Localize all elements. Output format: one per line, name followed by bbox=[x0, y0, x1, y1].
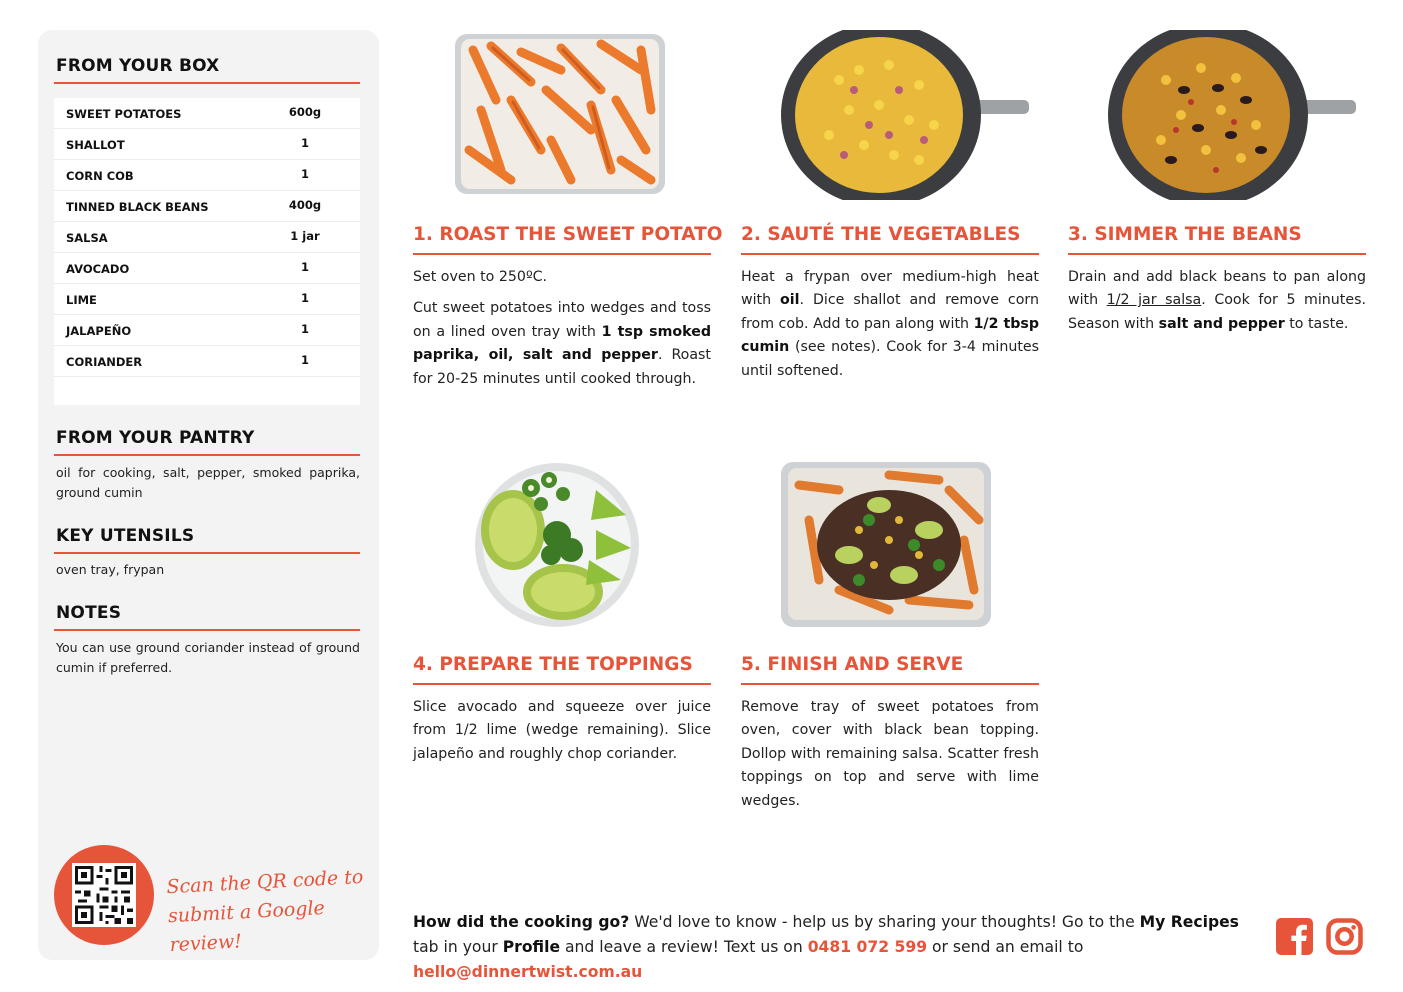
email-link[interactable]: hello@dinnertwist.com.au bbox=[413, 963, 643, 981]
step-text: . Roast for 20-25 minutes until cooked through. bbox=[413, 347, 711, 387]
step-text-bold: salt and pepper bbox=[1158, 315, 1285, 332]
divider bbox=[741, 253, 1039, 255]
notes-text: You can use ground coriander instead of ground cumin if preferred. bbox=[56, 640, 360, 675]
divider bbox=[54, 552, 360, 554]
simmered-beans-image bbox=[1106, 30, 1358, 200]
step-title: 2. SAUTÉ THE VEGETABLES bbox=[741, 224, 1021, 245]
ingredient-row bbox=[54, 253, 360, 284]
sauteed-vegetables-image bbox=[779, 30, 1031, 200]
ingredient-name: JALAPEÑO bbox=[66, 324, 132, 338]
step-text-bold: oil bbox=[780, 292, 800, 309]
ingredient-qty: 1 bbox=[300, 322, 309, 336]
step-text: Heat a frypan over medium-high heat with bbox=[741, 269, 1039, 309]
ingredient-qty: 1 bbox=[300, 291, 309, 305]
ingredient-qty: 1 bbox=[300, 260, 309, 274]
step-text: . Dice shallot and remove corn from cob. Add to pan along with bbox=[741, 292, 1039, 332]
step-body bbox=[741, 266, 1039, 391]
step-text: Remove tray of sweet potatoes from oven, cover with black bean topping. Dollop with remaining salsa. Scatter fresh toppings on top and serve with lime wedges. bbox=[741, 699, 1039, 809]
step-text-bold: 1/2 tbsp cumin bbox=[741, 315, 1039, 356]
step-text-underline: 1/2 jar salsa bbox=[1106, 292, 1202, 309]
ingredient-row bbox=[54, 315, 360, 346]
toppings-image bbox=[471, 460, 643, 630]
step-text: Drain and add black beans to pan along with bbox=[1068, 269, 1366, 309]
step-text: Set oven to 250ºC. bbox=[413, 269, 548, 285]
divider bbox=[413, 683, 711, 685]
review-prompt bbox=[413, 910, 1263, 985]
ingredient-qty: 1 jar bbox=[290, 229, 320, 243]
step-text: (see notes). Cook for 3-4 minutes until softened. bbox=[741, 339, 1039, 379]
profile-link[interactable]: Profile bbox=[502, 938, 561, 956]
utensils-text: oven tray, frypan bbox=[56, 562, 165, 577]
qr-caption-line: Scan the QR code to bbox=[166, 865, 364, 899]
facebook-icon[interactable] bbox=[1276, 918, 1313, 955]
ingredient-table bbox=[54, 98, 360, 405]
notes-title: NOTES bbox=[56, 603, 122, 623]
instagram-icon[interactable] bbox=[1326, 918, 1363, 955]
ingredient-name: LIME bbox=[66, 293, 97, 307]
step-title: 1. ROAST THE SWEET POTATO bbox=[413, 224, 723, 245]
divider bbox=[54, 82, 360, 84]
step-5 bbox=[741, 460, 1039, 809]
my-recipes-link[interactable]: My Recipes bbox=[1139, 913, 1239, 931]
step-text: to taste. bbox=[1284, 315, 1349, 332]
step-1 bbox=[413, 30, 723, 410]
footer-text: or send an email to bbox=[927, 938, 1084, 956]
utensils-title: KEY UTENSILS bbox=[56, 526, 195, 546]
step-body bbox=[741, 696, 1039, 821]
footer-text: tab in your bbox=[413, 938, 503, 956]
ingredient-name: SALSA bbox=[66, 231, 108, 245]
step-body bbox=[413, 266, 711, 399]
pantry-text: oil for cooking, salt, pepper, smoked paprika, ground cumin bbox=[56, 465, 360, 500]
divider bbox=[413, 253, 711, 255]
ingredient-name: CORN COB bbox=[66, 169, 134, 183]
qr-caption bbox=[166, 863, 370, 960]
qr-code-icon[interactable] bbox=[72, 863, 136, 927]
step-body bbox=[413, 696, 711, 774]
sidebar bbox=[38, 30, 379, 960]
roasted-sweet-potato-image bbox=[451, 30, 673, 200]
footer-question: How did the cooking go? bbox=[413, 913, 630, 931]
ingredient-qty: 1 bbox=[300, 136, 309, 150]
step-2 bbox=[741, 30, 1039, 410]
step-text: . Cook for 5 minutes. Season with bbox=[1068, 292, 1366, 332]
ingredient-name: SWEET POTATOES bbox=[66, 107, 182, 121]
ingredient-name: SHALLOT bbox=[66, 138, 125, 152]
ingredient-name: TINNED BLACK BEANS bbox=[66, 200, 209, 214]
step-title: 3. SIMMER THE BEANS bbox=[1068, 224, 1302, 245]
ingredient-row bbox=[54, 346, 360, 377]
divider bbox=[54, 629, 360, 631]
ingredient-row bbox=[54, 191, 360, 222]
ingredient-qty: 1 bbox=[300, 167, 309, 181]
qr-badge[interactable] bbox=[54, 845, 154, 945]
ingredient-row bbox=[54, 222, 360, 253]
ingredient-name: CORIANDER bbox=[66, 355, 143, 369]
step-body bbox=[1068, 266, 1366, 344]
step-text-bold: 1 tsp smoked paprika, oil, salt and pepper bbox=[413, 323, 711, 364]
ingredient-qty: 400g bbox=[288, 198, 322, 212]
phone-link[interactable]: 0481 072 599 bbox=[807, 938, 928, 956]
step-text: Slice avocado and squeeze over juice from 1/2 lime (wedge remaining). Slice jalapeño and roughly chop coriander. bbox=[413, 699, 711, 762]
divider bbox=[741, 683, 1039, 685]
ingredient-row bbox=[54, 98, 360, 129]
ingredient-name: AVOCADO bbox=[66, 262, 130, 276]
from-your-box-title: FROM YOUR BOX bbox=[56, 56, 220, 76]
ingredient-row bbox=[54, 129, 360, 160]
ingredient-qty: 1 bbox=[300, 353, 309, 367]
finished-dish-image bbox=[779, 460, 1001, 630]
footer-text: and leave a review! Text us on bbox=[560, 938, 808, 956]
ingredient-row bbox=[54, 284, 360, 315]
step-text: Cut sweet potatoes into wedges and toss on a lined oven tray with bbox=[413, 300, 711, 340]
footer-text: We'd love to know - help us by sharing your thoughts! Go to the bbox=[629, 913, 1140, 931]
step-title: 4. PREPARE THE TOPPINGS bbox=[413, 654, 693, 675]
step-3 bbox=[1068, 30, 1366, 410]
divider bbox=[54, 454, 360, 456]
step-title: 5. FINISH AND SERVE bbox=[741, 654, 964, 675]
ingredient-row bbox=[54, 160, 360, 191]
ingredient-qty: 600g bbox=[288, 105, 322, 119]
qr-caption-line: submit a Google review! bbox=[167, 897, 326, 957]
pantry-title: FROM YOUR PANTRY bbox=[56, 428, 255, 448]
divider bbox=[1068, 253, 1366, 255]
step-4 bbox=[413, 460, 711, 790]
